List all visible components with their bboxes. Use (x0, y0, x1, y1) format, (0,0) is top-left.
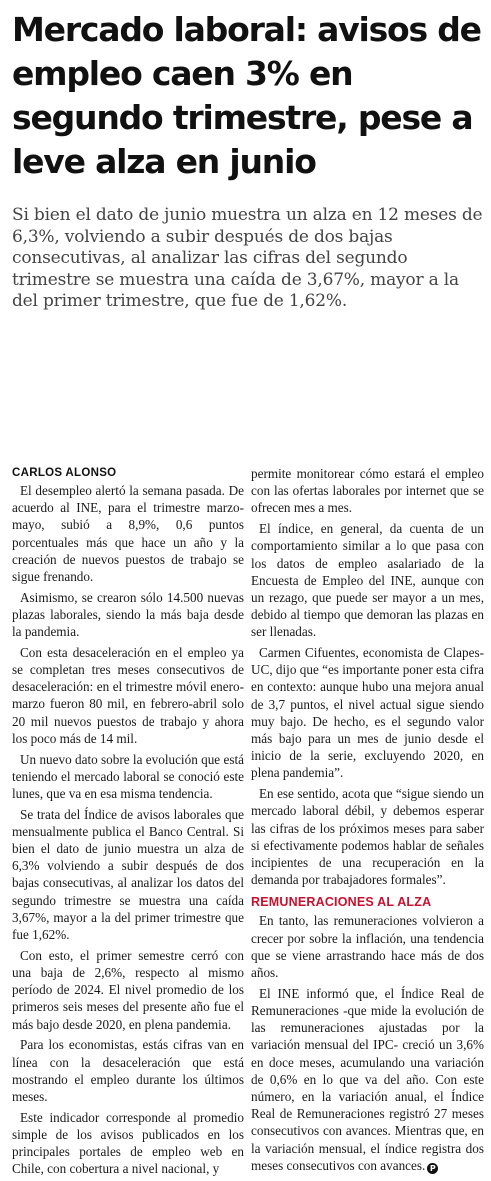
body-paragraph: Este indicador corresponde al promedio simple de los avisos publicados en los principales portales de empleo web en Chile, con cobertura a nivel nacional, y (12, 1109, 244, 1177)
deck: Si bien el dato de junio muestra un alza en 12 meses de 6,3%, volviendo a subir después de dos bajas consecutivas, al analizar las cifras del segundo trimestre se muestra una caída de 3,67%, mayor a la del primer trimestre, que fue de 1,62%. (12, 205, 483, 312)
body-paragraph: El desempleo alertó la semana pasada. De acuerdo al INE, para el trimestre marzo-mayo, subió a 8,9%, 0,6 puntos porcentuales más que hace un año y la creación de nuevos puestos de trabajo se sigue frenando. (12, 483, 244, 585)
body-column-right (251, 465, 484, 1177)
end-mark-icon: P (427, 1163, 438, 1174)
body-paragraph: Un nuevo dato sobre la evolución que está teniendo el mercado laboral se conoció este lunes, que va en esa misma tendencia. (12, 751, 244, 801)
body-paragraph: Con esta desaceleración en el empleo ya se completan tres meses consecutivos de desaceleración: en el trimestre móvil enero-marzo fueron 80 mil, en febrero-abril solo 20 mil nuevos puestos de trabajo y ahora los poco más de 14 mil. (12, 644, 244, 746)
body-paragraph: permite monitorear cómo estará el empleo con las ofertas laborales por internet que se ofrecen mes a mes. (251, 466, 484, 516)
body-paragraph: Asimismo, se crearon sólo 14.500 nuevas plazas laborales, siendo la más baja desde la pandemia. (12, 589, 244, 640)
body-paragraph: Se trata del Índice de avisos laborales que mensualmente publica el Banco Central. Si bien el dato de junio muestra un alza de 6,3% volviendo a subir después de dos bajas consecutivas, al analizar los datos del segundo trimestre se muestra una caída 3,67%, mayor a la del primer trimestre que fue 1,62%. (12, 806, 244, 943)
section-subhead: REMUNERACIONES AL ALZA (251, 895, 432, 910)
body-paragraph: El índice, en general, da cuenta de un comportamiento similar a lo que pasa con los datos de empleo asalariado de la Encuesta de Empleo del INE, aunque con un rezago, que puede ser mayor a un mes, debido al tiempo que demoran las plazas en ser llenadas. (251, 521, 484, 640)
headline: Mercado laboral: avisos de empleo caen 3% en segundo trimestre, pese a leve alza en junio (12, 10, 481, 181)
body-paragraph: Con esto, el primer semestre cerró con una baja de 2,6%, respecto al mismo período de 2024. El nivel promedio de los primeros seis meses del presente año fue el más bajo desde 2020, en plena pandemia. (12, 947, 244, 1032)
body-column-left (12, 465, 244, 1181)
body-paragraph: En tanto, las remuneraciones volvieron a crecer por sobre la inflación, una tendencia que se viene arrastrando hace más de dos años. (251, 913, 484, 980)
body-paragraph-text: El INE informó que, el Índice Real de Remuneraciones -que mide la evolución de las remuneraciones ajustadas por la variación mensual del IPC- creció un 3,6% en doce meses, acumulando una variación de 0,6% en lo que va del año. Con este número, en la variación anual, el Índice Real de Remuneraciones registró 27 meses consecutivos con avances. Mientras que, en la variación mensual, el índice registra dos meses consecutivos con avances. (251, 985, 484, 1173)
body-paragraph: En ese sentido, acota que “sigue siendo un mercado laboral débil, y debemos esperar las cifras de los próximos meses para saber si efectivamente podemos hablar de señales incipientes de una recuperación en la demanda por trabajadores formales”. (251, 786, 484, 888)
byline: CARLOS ALONSO (12, 467, 117, 479)
body-paragraph: Carmen Cifuentes, economista de Clapes-UC, dijo que “es importante poner esta cifra en contexto: aunque hubo una mejora anual de 3,7 puntos, el nivel actual sigue siendo muy bajo. De hecho, es el segundo valor más bajo para un mes de junio desde el inicio de la serie, excluyendo 2020, en plena pandemia”. (251, 645, 484, 781)
body-paragraph (251, 985, 484, 1174)
body-paragraph: Para los economistas, estás cifras van en línea con la desaceleración que está mostrando el empleo durante los últimos meses. (12, 1037, 244, 1104)
